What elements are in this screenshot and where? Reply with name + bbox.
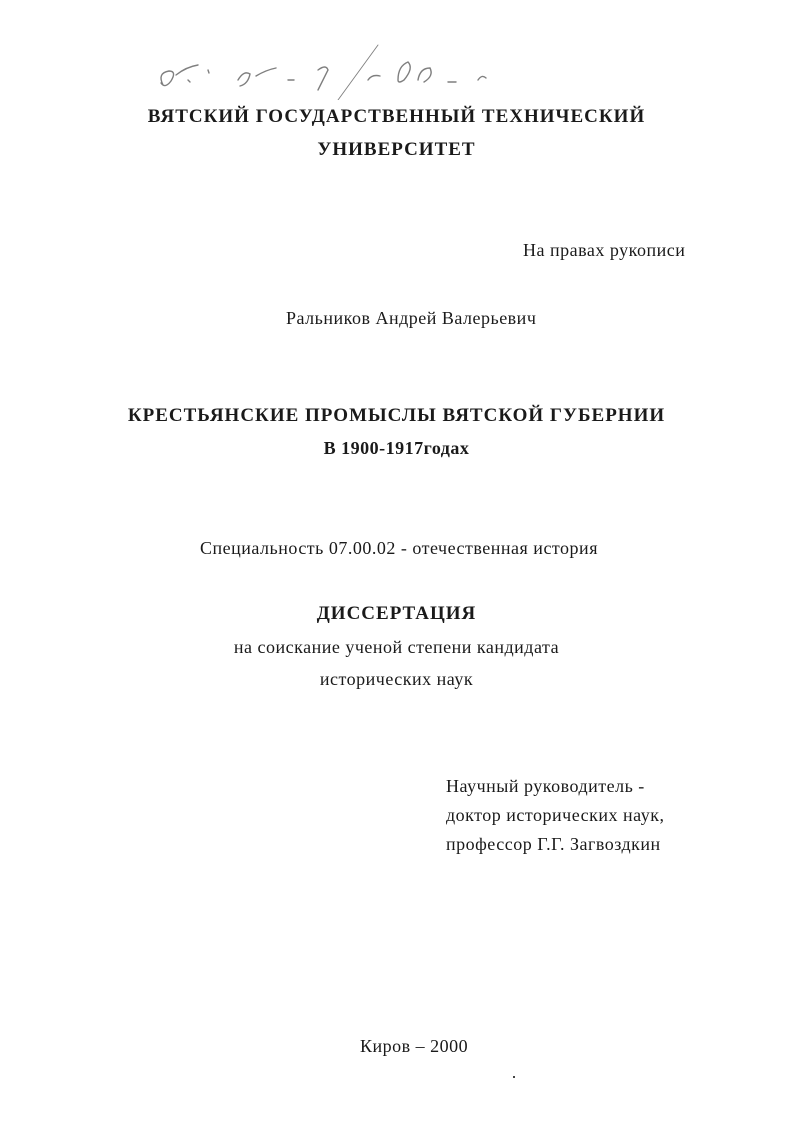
thesis-title-line2: В 1900-1917годах bbox=[323, 438, 470, 458]
place-and-year: Киров – 2000 bbox=[360, 1036, 469, 1056]
scan-speck bbox=[513, 1076, 515, 1078]
institution-name-line1: ВЯТСКИЙ ГОСУДАРСТВЕННЫЙ ТЕХНИЧЕСКИЙ bbox=[147, 106, 646, 127]
manuscript-rights-label: На правах рукописи bbox=[523, 240, 686, 260]
supervisor-line2: доктор исторических наук, bbox=[446, 805, 665, 825]
supervisor-line1: Научный руководитель - bbox=[446, 776, 645, 796]
specialty-line: Специальность 07.00.02 - отечественная история bbox=[200, 538, 598, 558]
degree-line1: на соискание ученой степени кандидата bbox=[233, 637, 560, 657]
thesis-title-line1: КРЕСТЬЯНСКИЕ ПРОМЫСЛЫ ВЯТСКОЙ ГУБЕРНИИ bbox=[127, 405, 666, 426]
dissertation-heading: ДИССЕРТАЦИЯ bbox=[316, 603, 477, 624]
institution-name-line2: УНИВЕРСИТЕТ bbox=[317, 139, 476, 160]
handwriting-scribble-icon bbox=[148, 40, 498, 100]
degree-line2: исторических наук bbox=[319, 669, 474, 689]
handwritten-archive-note bbox=[148, 40, 498, 100]
author-name: Ральников Андрей Валерьевич bbox=[286, 308, 537, 328]
supervisor-line3: профессор Г.Г. Загвоздкин bbox=[446, 834, 661, 854]
